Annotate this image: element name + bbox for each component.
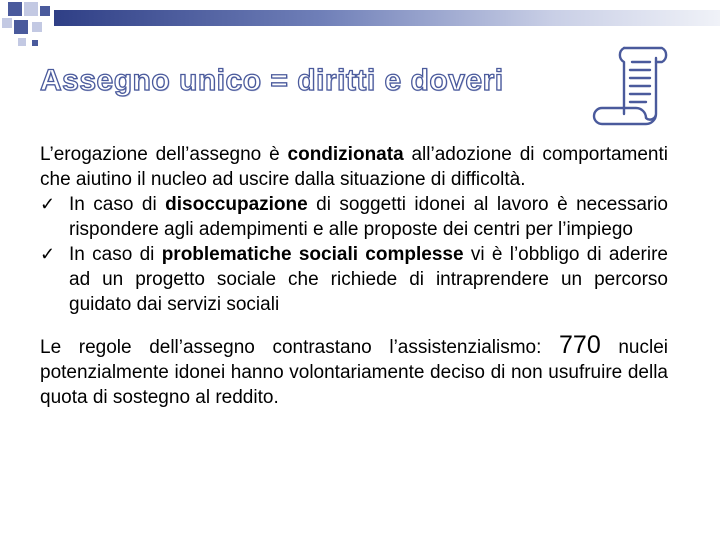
- closing-paragraph: [40, 333, 668, 410]
- closing-text-1: Le regole dell’assegno contrastano l’assistenzialismo:: [40, 337, 560, 358]
- decor-square: [18, 38, 26, 46]
- decor-square: [14, 20, 28, 34]
- intro-bold: condizionata: [287, 144, 404, 165]
- intro-text-1: L’erogazione dell’assegno è: [40, 144, 288, 165]
- bullet-bold: disoccupazione: [165, 194, 308, 215]
- decor-square: [2, 18, 12, 28]
- bullet-text-2: di soggetti idonei al lavoro è necessario rispondere agli adempimenti e alle proposte dei centri per l’impiego: [69, 194, 668, 240]
- decor-square: [32, 40, 38, 46]
- decor-square: [32, 22, 42, 32]
- bullet-bold: problematiche sociali complesse: [161, 244, 464, 265]
- bullet-text-1: In caso di: [69, 244, 162, 265]
- bullet-text-2: vi è l’obbligo di aderire ad un progetto sociale che richiede di intraprendere un percorso guidato dai servizi sociali: [69, 244, 668, 315]
- bullet-list: [40, 192, 668, 317]
- checkmark-icon: ✓: [40, 194, 56, 214]
- checkmark-icon: ✓: [40, 244, 56, 264]
- bullet-text-1: In caso di: [69, 194, 166, 215]
- bullet-item: [40, 242, 668, 317]
- decor-square: [24, 2, 38, 16]
- bullet-item: [40, 192, 668, 242]
- header-gradient-bar: [54, 10, 720, 26]
- slide-title: Assegno unico = diritti e doveri: [40, 64, 504, 97]
- decor-square: [40, 6, 50, 16]
- intro-paragraph: [40, 142, 668, 192]
- closing-number: 770: [559, 331, 601, 359]
- decor-square: [8, 2, 22, 16]
- slide-body: [40, 142, 668, 410]
- intro-text-2: all’adozione di comportamenti che aiutino il nucleo ad uscire dalla situazione di difficoltà.: [40, 144, 668, 190]
- closing-text-2: nuclei potenzialmente idonei hanno volontariamente deciso di non usufruire della quota di sostegno al reddito.: [40, 337, 668, 408]
- scroll-document-icon: [590, 40, 674, 132]
